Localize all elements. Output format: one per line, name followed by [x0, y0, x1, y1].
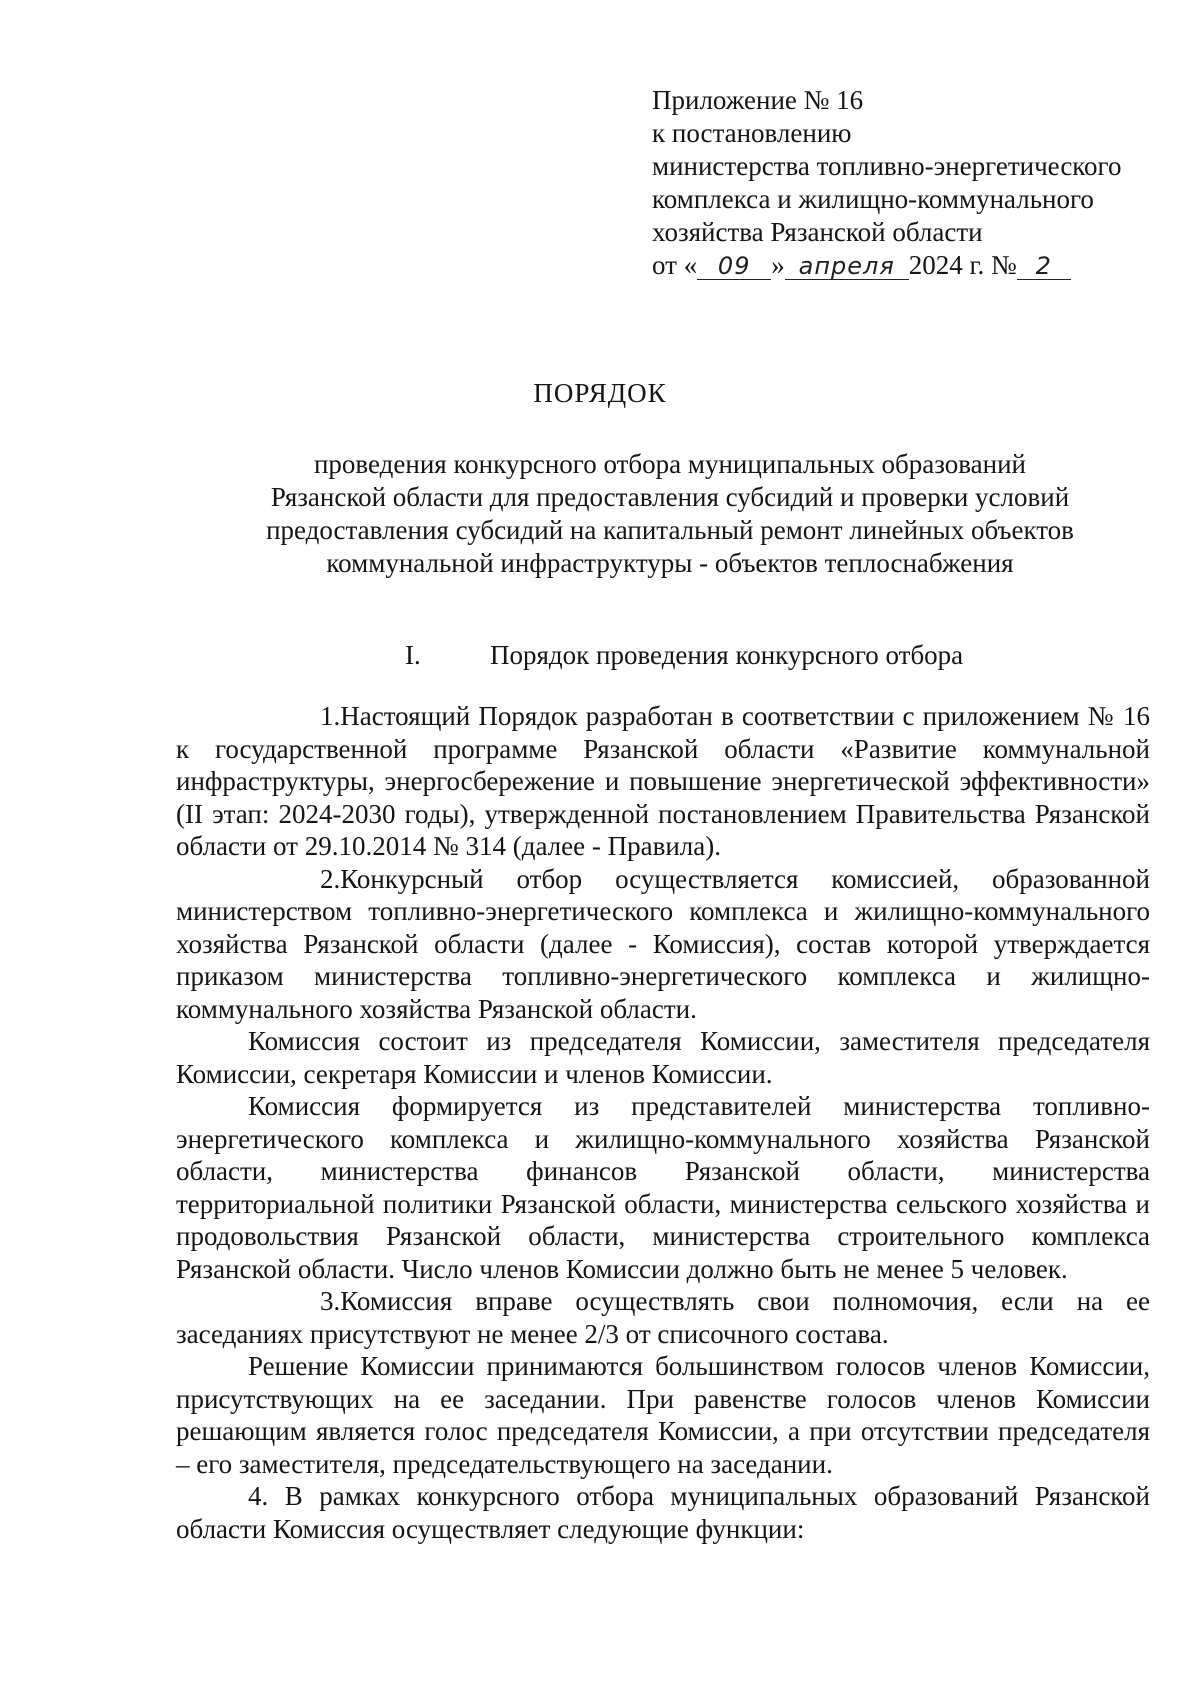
date-prefix: от: [652, 250, 677, 280]
subtitle-line-1: проведения конкурсного отбора муниципальных образований: [313, 449, 1027, 479]
number-handwritten: 2: [1017, 253, 1071, 280]
appendix-date-line: [652, 249, 1172, 282]
appendix-line-5: хозяйства Рязанской области: [652, 217, 983, 247]
date-quote-open: «: [683, 250, 698, 280]
subtitle-line-3: предоставления субсидий на капитальный ремонт линейных объектов: [266, 515, 1074, 545]
document-body: [176, 700, 1150, 1545]
section-title: Порядок проведения конкурсного отбора: [490, 640, 964, 670]
date-month-handwritten: апреля: [785, 253, 909, 280]
appendix-line-3: министерства топливно-энергетического: [652, 151, 1122, 181]
appendix-block: [652, 84, 1172, 282]
paragraph-text: Комиссия состоит из председателя Комиссии, заместителя председателя Комиссии, секретаря Комиссии и членов Комиссии.: [176, 1026, 1150, 1089]
paragraph-text: Комиссия вправе осуществлять свои полномочия, если на ее заседаниях присутствуют не менее 2/3 от списочного состава.: [176, 1286, 1150, 1349]
paragraph-text: Конкурсный отбор осуществляется комиссией, образованной министерством топливно-энергетического комплекса и жилищно-коммунального хозяйства Рязанской области (далее - Комиссия), состав которой утверждается приказом министерства топливно-энергетического комплекса и жилищно-коммунального хозяйства Рязанской области.: [176, 863, 1150, 1024]
paragraph: [176, 1025, 1150, 1090]
date-day-handwritten: 09: [697, 253, 771, 280]
document-subtitle: [230, 448, 1110, 580]
paragraph-number: 1.: [320, 701, 341, 731]
date-quote-close: »: [771, 250, 785, 280]
date-year: 2024 г.: [908, 250, 985, 280]
paragraph: [176, 1480, 1150, 1545]
number-sign: №: [990, 250, 1017, 280]
appendix-line-1: Приложение № 16: [652, 85, 864, 115]
section-number: I.: [405, 640, 421, 670]
paragraph: [176, 863, 1150, 1026]
subtitle-line-4: коммунальной инфраструктуры - объектов теплоснабжения: [326, 548, 1014, 578]
paragraph: [176, 1285, 1150, 1350]
paragraph-text: Решение Комиссии принимаются большинством голосов членов Комиссии, присутствующих на ее заседании. При равенстве голосов членов Комиссии решающим является голос председателя Комиссии, а при отсутствии председателя – его заместителя, председательствующего на заседании.: [176, 1351, 1150, 1479]
paragraph: [176, 700, 1150, 863]
paragraph-text: В рамках конкурсного отбора муниципальных образований Рязанской области Комиссия осуществляет следующие функции:: [176, 1481, 1150, 1544]
paragraph-number: 4.: [248, 1481, 269, 1511]
paragraph-number: 3.: [320, 1286, 341, 1316]
paragraph: [176, 1350, 1150, 1480]
document-title: ПОРЯДОК: [533, 378, 667, 408]
section-heading: [405, 640, 963, 671]
subtitle-line-2: Рязанской области для предоставления субсидий и проверки условий: [270, 482, 1070, 512]
paragraph-text: Настоящий Порядок разработан в соответствии с приложением № 16 к государственной программе Рязанской области «Развитие коммунальной инфраструктуры, энергосбережение и повышение энергетической эффективности» (II этап: 2024-2030 годы), утвержденной постановлением Правительства Рязанской области от 29.10.2014 № 314 (далее - Правила).: [176, 701, 1150, 861]
paragraph-text: Комиссия формируется из представителей министерства топливно-энергетического комплекса и жилищно-коммунального хозяйства Рязанской области, министерства финансов Рязанской области, министерства территориальной политики Рязанской области, министерства сельского хозяйства и продовольствия Рязанской области, министерства строительного комплекса Рязанской области. Число членов Комиссии должно быть не менее 5 человек.: [176, 1091, 1150, 1284]
appendix-line-4: комплекса и жилищно-коммунального: [652, 184, 1094, 214]
paragraph: [176, 1090, 1150, 1285]
paragraph-number: 2.: [320, 863, 341, 894]
appendix-line-2: к постановлению: [652, 118, 852, 148]
